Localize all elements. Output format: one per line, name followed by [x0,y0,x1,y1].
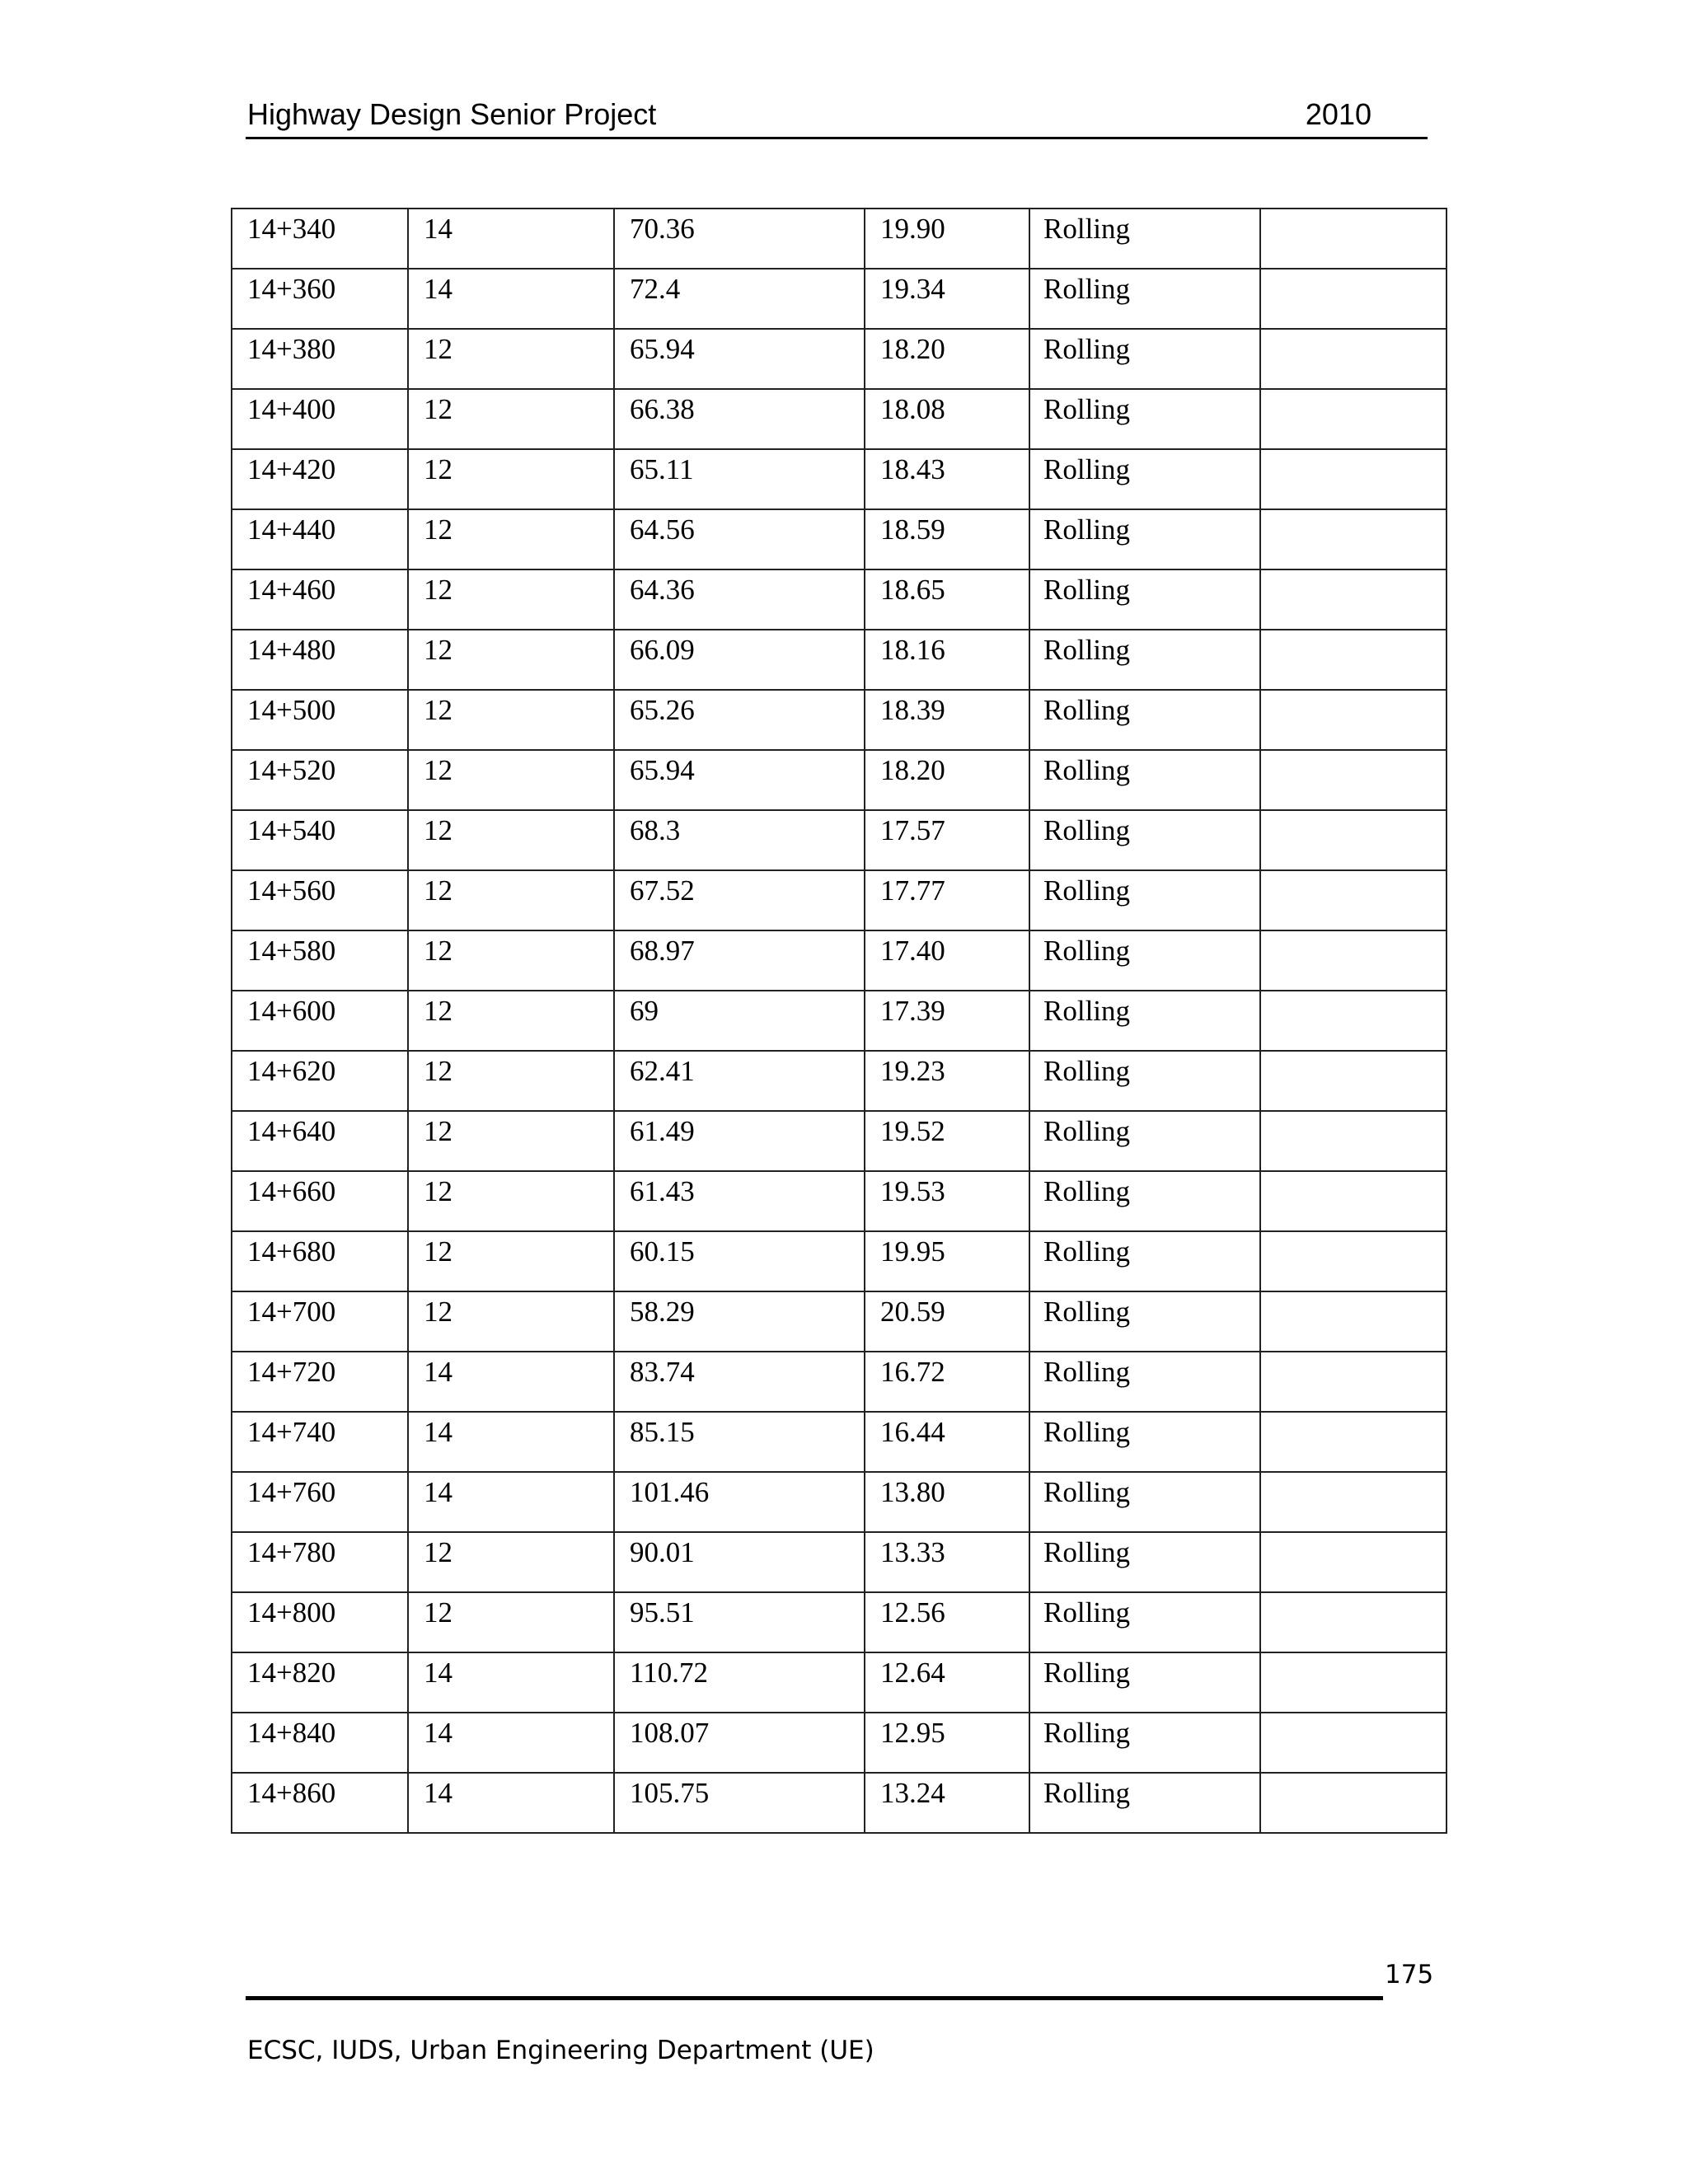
col3-cell: 68.97 [614,930,865,991]
col4-cell: 17.57 [865,810,1029,870]
table-body [232,209,1447,1833]
table-row [232,389,1447,449]
terrain-cell: Rolling [1029,389,1260,449]
col2-cell: 12 [408,1051,614,1111]
remarks-cell [1260,630,1447,690]
terrain-cell: Rolling [1029,1171,1260,1231]
terrain-cell: Rolling [1029,269,1260,329]
station-cell: 14+400 [232,389,408,449]
terrain-cell: Rolling [1029,810,1260,870]
table-row [232,269,1447,329]
col4-cell: 17.39 [865,991,1029,1051]
station-cell: 14+600 [232,991,408,1051]
col2-cell: 12 [408,1532,614,1592]
remarks-cell [1260,1472,1447,1532]
col2-cell: 12 [408,389,614,449]
station-cell: 14+380 [232,329,408,389]
table-row [232,991,1447,1051]
col4-cell: 12.56 [865,1592,1029,1652]
col3-cell: 65.26 [614,690,865,750]
remarks-cell [1260,810,1447,870]
col2-cell: 12 [408,1231,614,1291]
terrain-cell: Rolling [1029,1773,1260,1833]
col3-cell: 61.43 [614,1171,865,1231]
col4-cell: 13.24 [865,1773,1029,1833]
table-row [232,750,1447,810]
station-cell: 14+640 [232,1111,408,1171]
col2-cell: 14 [408,209,614,269]
table-row [232,1412,1447,1472]
station-cell: 14+700 [232,1291,408,1352]
table-row [232,1352,1447,1412]
remarks-cell [1260,389,1447,449]
col4-cell: 18.20 [865,329,1029,389]
station-cell: 14+540 [232,810,408,870]
col3-cell: 58.29 [614,1291,865,1352]
table-row [232,1171,1447,1231]
remarks-cell [1260,509,1447,569]
col4-cell: 19.34 [865,269,1029,329]
col2-cell: 12 [408,1111,614,1171]
remarks-cell [1260,569,1447,630]
col3-cell: 65.94 [614,750,865,810]
station-cell: 14+460 [232,569,408,630]
station-cell: 14+680 [232,1231,408,1291]
table-row [232,690,1447,750]
col3-cell: 108.07 [614,1713,865,1773]
station-cell: 14+500 [232,690,408,750]
col2-cell: 14 [408,1472,614,1532]
col4-cell: 18.59 [865,509,1029,569]
terrain-cell: Rolling [1029,1231,1260,1291]
col3-cell: 101.46 [614,1472,865,1532]
col4-cell: 16.44 [865,1412,1029,1472]
col2-cell: 14 [408,1652,614,1713]
col3-cell: 110.72 [614,1652,865,1713]
remarks-cell [1260,1773,1447,1833]
table-row [232,930,1447,991]
terrain-cell: Rolling [1029,329,1260,389]
col2-cell: 14 [408,269,614,329]
col4-cell: 12.64 [865,1652,1029,1713]
col3-cell: 105.75 [614,1773,865,1833]
col2-cell: 12 [408,1291,614,1352]
col3-cell: 90.01 [614,1532,865,1592]
terrain-cell: Rolling [1029,449,1260,509]
terrain-cell: Rolling [1029,1111,1260,1171]
remarks-cell [1260,1412,1447,1472]
col2-cell: 12 [408,449,614,509]
remarks-cell [1260,449,1447,509]
col2-cell: 12 [408,991,614,1051]
station-cell: 14+340 [232,209,408,269]
station-cell: 14+720 [232,1352,408,1412]
terrain-cell: Rolling [1029,1472,1260,1532]
table-row [232,329,1447,389]
table-row [232,1051,1447,1111]
col2-cell: 14 [408,1412,614,1472]
col4-cell: 18.20 [865,750,1029,810]
table-row [232,509,1447,569]
table-row [232,449,1447,509]
terrain-cell: Rolling [1029,1713,1260,1773]
terrain-cell: Rolling [1029,690,1260,750]
col4-cell: 16.72 [865,1352,1029,1412]
col2-cell: 14 [408,1713,614,1773]
remarks-cell [1260,991,1447,1051]
col3-cell: 67.52 [614,870,865,930]
table-row [232,1652,1447,1713]
terrain-cell: Rolling [1029,1592,1260,1652]
col4-cell: 13.33 [865,1532,1029,1592]
col2-cell: 12 [408,1171,614,1231]
col3-cell: 61.49 [614,1111,865,1171]
table-row [232,1472,1447,1532]
station-cell: 14+440 [232,509,408,569]
col4-cell: 19.23 [865,1051,1029,1111]
station-cell: 14+660 [232,1171,408,1231]
table-row [232,209,1447,269]
col2-cell: 12 [408,569,614,630]
col4-cell: 17.40 [865,930,1029,991]
col2-cell: 12 [408,810,614,870]
terrain-cell: Rolling [1029,1352,1260,1412]
col4-cell: 19.95 [865,1231,1029,1291]
footer-organization: ECSC, IUDS, Urban Engineering Department (UE) [247,2036,874,2065]
footer-divider [246,1996,1383,2000]
remarks-cell [1260,329,1447,389]
col4-cell: 18.16 [865,630,1029,690]
station-cell: 14+860 [232,1773,408,1833]
remarks-cell [1260,690,1447,750]
terrain-cell: Rolling [1029,1291,1260,1352]
station-cell: 14+360 [232,269,408,329]
col3-cell: 95.51 [614,1592,865,1652]
col3-cell: 70.36 [614,209,865,269]
terrain-cell: Rolling [1029,930,1260,991]
document-year: 2010 [1305,97,1372,131]
remarks-cell [1260,1231,1447,1291]
remarks-cell [1260,269,1447,329]
remarks-cell [1260,870,1447,930]
terrain-cell: Rolling [1029,1652,1260,1713]
table-row [232,1592,1447,1652]
col3-cell: 64.56 [614,509,865,569]
col3-cell: 62.41 [614,1051,865,1111]
col2-cell: 12 [408,329,614,389]
terrain-cell: Rolling [1029,750,1260,810]
col4-cell: 18.39 [865,690,1029,750]
table-row [232,569,1447,630]
col3-cell: 68.3 [614,810,865,870]
station-cell: 14+560 [232,870,408,930]
station-cell: 14+520 [232,750,408,810]
col3-cell: 69 [614,991,865,1051]
terrain-cell: Rolling [1029,1412,1260,1472]
col4-cell: 20.59 [865,1291,1029,1352]
terrain-cell: Rolling [1029,509,1260,569]
col4-cell: 12.95 [865,1713,1029,1773]
remarks-cell [1260,750,1447,810]
station-cell: 14+780 [232,1532,408,1592]
remarks-cell [1260,1713,1447,1773]
station-cell: 14+620 [232,1051,408,1111]
col4-cell: 18.65 [865,569,1029,630]
remarks-cell [1260,1652,1447,1713]
col3-cell: 64.36 [614,569,865,630]
table-row [232,1713,1447,1773]
station-cell: 14+480 [232,630,408,690]
col3-cell: 83.74 [614,1352,865,1412]
station-cell: 14+740 [232,1412,408,1472]
col2-cell: 12 [408,930,614,991]
table-row [232,810,1447,870]
col2-cell: 14 [408,1773,614,1833]
col4-cell: 18.43 [865,449,1029,509]
col4-cell: 19.90 [865,209,1029,269]
station-cell: 14+820 [232,1652,408,1713]
remarks-cell [1260,930,1447,991]
remarks-cell [1260,1291,1447,1352]
col4-cell: 17.77 [865,870,1029,930]
remarks-cell [1260,1532,1447,1592]
station-cell: 14+840 [232,1713,408,1773]
col2-cell: 12 [408,690,614,750]
col4-cell: 13.80 [865,1472,1029,1532]
col4-cell: 19.53 [865,1171,1029,1231]
col2-cell: 12 [408,1592,614,1652]
terrain-cell: Rolling [1029,1051,1260,1111]
col3-cell: 65.11 [614,449,865,509]
remarks-cell [1260,1111,1447,1171]
table-row [232,1532,1447,1592]
terrain-cell: Rolling [1029,209,1260,269]
remarks-cell [1260,1592,1447,1652]
table-row [232,1773,1447,1833]
remarks-cell [1260,1171,1447,1231]
station-cell: 14+420 [232,449,408,509]
col2-cell: 12 [408,870,614,930]
terrain-cell: Rolling [1029,991,1260,1051]
table-row [232,1111,1447,1171]
col2-cell: 12 [408,750,614,810]
table-row [232,870,1447,930]
col3-cell: 60.15 [614,1231,865,1291]
col4-cell: 18.08 [865,389,1029,449]
page-number: 175 [1385,1960,1434,1990]
col2-cell: 12 [408,509,614,569]
col3-cell: 72.4 [614,269,865,329]
terrain-cell: Rolling [1029,569,1260,630]
station-cell: 14+580 [232,930,408,991]
col3-cell: 85.15 [614,1412,865,1472]
terrain-cell: Rolling [1029,870,1260,930]
col3-cell: 66.38 [614,389,865,449]
station-data-table [231,208,1447,1834]
terrain-cell: Rolling [1029,630,1260,690]
col2-cell: 14 [408,1352,614,1412]
col3-cell: 66.09 [614,630,865,690]
remarks-cell [1260,1352,1447,1412]
col3-cell: 65.94 [614,329,865,389]
terrain-cell: Rolling [1029,1532,1260,1592]
document-title: Highway Design Senior Project [247,97,657,131]
col4-cell: 19.52 [865,1111,1029,1171]
col2-cell: 12 [408,630,614,690]
station-cell: 14+760 [232,1472,408,1532]
remarks-cell [1260,209,1447,269]
page-header [246,97,1428,139]
station-cell: 14+800 [232,1592,408,1652]
table-row [232,1231,1447,1291]
table-row [232,630,1447,690]
table-row [232,1291,1447,1352]
remarks-cell [1260,1051,1447,1111]
